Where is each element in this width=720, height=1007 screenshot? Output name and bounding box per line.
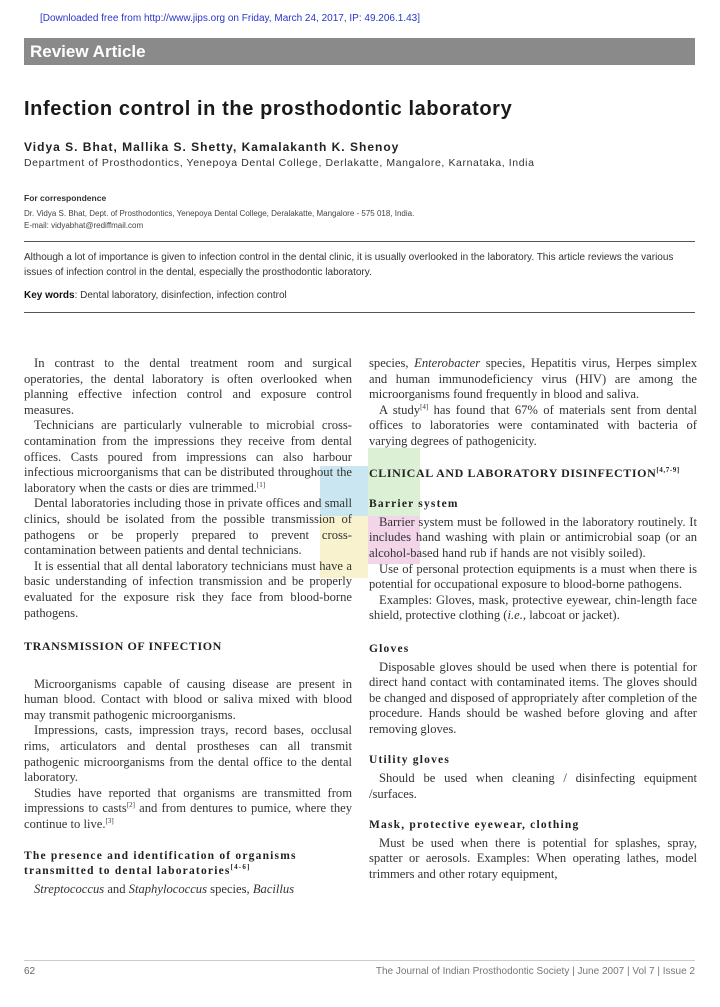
abbreviation: i.e. bbox=[507, 608, 523, 623]
author-list: Vidya S. Bhat, Mallika S. Shetty, Kamalakanth K. Shenoy bbox=[24, 140, 400, 154]
correspondence-heading: For correspondence bbox=[24, 193, 107, 203]
paragraph bbox=[24, 882, 352, 898]
section-heading bbox=[369, 466, 697, 482]
right-column bbox=[369, 356, 697, 883]
left-column bbox=[24, 356, 352, 897]
keywords-label: Key words bbox=[24, 290, 75, 301]
subsection-heading: Gloves bbox=[369, 642, 410, 655]
affiliation: Department of Prosthodontics, Yenepoya Dental College, Derlakatte, Mangalore, Karnataka, India bbox=[24, 157, 535, 169]
paragraph bbox=[369, 356, 697, 403]
divider bbox=[24, 241, 695, 242]
citation: [4,7-9] bbox=[656, 465, 680, 474]
paragraph-text: and from dentures to pumice, where they continue to live. bbox=[24, 801, 353, 832]
paragraph-text: species, bbox=[369, 356, 415, 370]
species-name: Staphylococcus bbox=[128, 881, 208, 896]
paragraph: Use of personal protection equipments is a must when there is potential for occupational exposure to blood-borne pathogens. bbox=[369, 561, 697, 592]
section-heading: TRANSMISSION OF INFECTION bbox=[24, 639, 222, 654]
paragraph: Barrier system must be followed in the laboratory routinely. It includes hand washing with plain or antimicrobial soap (or an alcohol-based hand rub if hands are not visibly soiled). bbox=[369, 514, 697, 560]
paragraph bbox=[24, 786, 352, 833]
abstract: Although a lot of importance is given to infection control in the dental clinic, it is usually overlooked in the laboratory. This article reviews the various issues of infection control in the dental, especially the prosthodontic laboratory. bbox=[24, 252, 674, 278]
citation: [1] bbox=[256, 480, 266, 489]
species-name: Streptococcus bbox=[34, 881, 105, 896]
paragraph-text: Examples: Gloves, mask, protective eyewear, chin-length face shield, protective clothing ( bbox=[369, 592, 697, 623]
paragraph bbox=[369, 403, 697, 450]
citation: [2] bbox=[126, 801, 135, 810]
paragraph: Should be used when cleaning / disinfecting equipment /surfaces. bbox=[369, 771, 697, 801]
paragraph-text: and bbox=[104, 881, 129, 896]
correspondence-email: E-mail: vidyabhat@rediffmail.com bbox=[24, 221, 144, 230]
article-type-banner: Review Article bbox=[24, 38, 695, 65]
paragraph-text: A study bbox=[379, 402, 421, 417]
divider bbox=[24, 312, 695, 313]
paragraph: Dental laboratories including those in private offices and small clinics, should be isolated from the possible transmission of pathogens or be properly prepared to prevent cross-contamination between patients and dental technicians. bbox=[24, 496, 352, 558]
paragraph: In contrast to the dental treatment room and surgical operatories, the dental laboratory is often overlooked when planning effective infection control and exposure control measures. bbox=[24, 356, 352, 417]
keywords bbox=[24, 290, 287, 301]
correspondence-address: Dr. Vidya S. Bhat, Dept. of Prosthodontics, Yenepoya Dental College, Deralakatte, Mangalore - 575 018, India. bbox=[24, 209, 415, 218]
subsection-heading-text: The presence and identification of organisms transmitted to dental laboratories bbox=[24, 849, 297, 878]
keywords-text: : Dental laboratory, disinfection, infection control bbox=[74, 290, 287, 301]
paragraph-text: , labcoat or jacket). bbox=[522, 608, 620, 623]
article-title: Infection control in the prosthodontic laboratory bbox=[24, 98, 513, 120]
citation: [4-6] bbox=[230, 863, 251, 872]
subsection-heading: Utility gloves bbox=[369, 754, 450, 767]
paragraph-text: Technicians are particularly vulnerable to microbial cross-contamination from the impressions they receive from dental offices. Casts poured from impressions can also harbour infectious microorganisms that can be distributed throughout the laboratory when the casts or dies are trimmed. bbox=[24, 418, 352, 495]
subsection-heading: Barrier system bbox=[369, 498, 459, 511]
paragraph-text: has found that 67% of materials sent from dental offices to laboratories were contaminated with bacteria of varying degrees of pathogenicity. bbox=[369, 402, 697, 448]
subsection-heading: Mask, protective eyewear, clothing bbox=[369, 819, 580, 832]
paragraph: Must be used when there is potential for splashes, spray, spatter or aerosols. Examples: When operating lathes, model trimmers and other rotary equipment, bbox=[369, 835, 697, 882]
paragraph-text: Studies have reported that organisms are transmitted from impressions to casts bbox=[24, 785, 352, 816]
species-name: Bacillus bbox=[252, 881, 295, 896]
journal-citation: The Journal of Indian Prosthodontic Society | June 2007 | Vol 7 | Issue 2 bbox=[375, 966, 695, 977]
citation: [3] bbox=[105, 816, 114, 825]
paragraph bbox=[24, 418, 352, 496]
paragraph: Impressions, casts, impression trays, record bases, occlusal rims, articulators and dental prostheses can all transmit pathogenic microorganisms from the dental office to the dental laboratory. bbox=[24, 723, 352, 785]
paragraph: It is essential that all dental laboratory technicians must have a basic understanding of infection transmission and be properly evaluated for the exposure risk they face from blood-borne pathogens. bbox=[24, 558, 352, 620]
footer-divider bbox=[24, 960, 695, 961]
paragraph: Disposable gloves should be used when there is potential for direct hand contact with contaminated items. The gloves should be changed and disposed of appropriately after completion of the procedure. Hands should be washed before gloving and after removing gloves. bbox=[369, 659, 697, 736]
citation: [4] bbox=[420, 402, 429, 411]
download-notice: [Downloaded free from http://www.jips.org on Friday, March 24, 2017, IP: 49.206.1.43] bbox=[40, 13, 421, 24]
correspondence-details bbox=[24, 208, 414, 232]
subsection-heading bbox=[24, 849, 352, 880]
page-number: 62 bbox=[24, 966, 36, 977]
paragraph-text: species, bbox=[207, 881, 253, 896]
section-heading-text: CLINICAL AND LABORATORY DISINFECTION bbox=[369, 465, 657, 480]
paragraph: Microorganisms capable of causing disease are present in human blood. Contact with blood or saliva mixed with blood may transmit pathogenic microorganisms. bbox=[24, 676, 352, 722]
paragraph bbox=[369, 593, 697, 624]
species-name: Enterobacter bbox=[414, 356, 481, 370]
paragraph-text: species, Hepatitis virus, Herpes simplex and human immunodeficiency virus (HIV) are among the microorganisms found frequently in blood and saliva. bbox=[369, 356, 697, 402]
